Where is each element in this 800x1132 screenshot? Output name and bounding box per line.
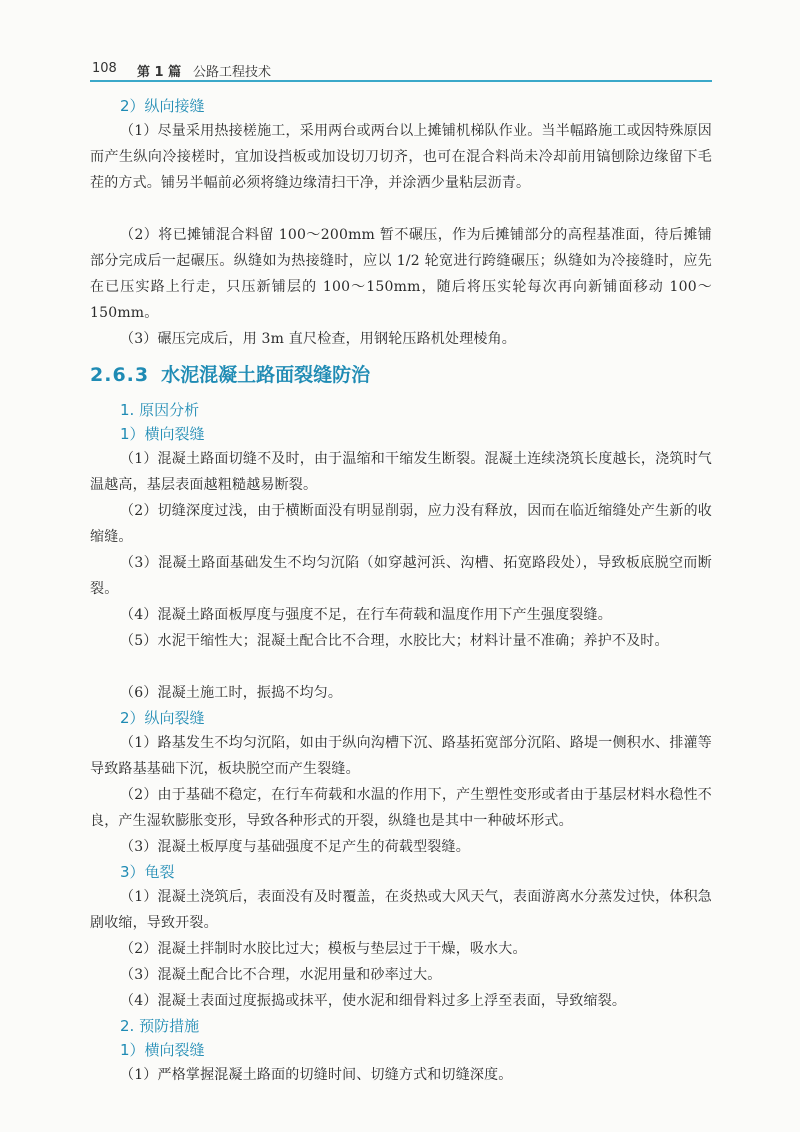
section-heading <box>90 352 712 398</box>
paragraph: （5）水泥干缩性大；混凝土配合比不合理，水胶比大；材料计量不准确；养护不及时。 <box>120 633 669 649</box>
paragraph: （3）混凝土路面基础发生不均匀沉陷（如穿越河浜、沟槽、拓宽路段处），导致板底脱空而断裂。 <box>90 555 712 597</box>
paragraph: （1）混凝土路面切缝不及时，由于温缩和干缩发生断裂。混凝土连续浇筑长度越长，浇筑时气温越高，基层表面越粗糙越易断裂。 <box>90 451 712 493</box>
paragraph: （4）混凝土路面板厚度与强度不足，在行车荷载和温度作用下产生强度裂缝。 <box>120 607 612 623</box>
page-number: 108 <box>92 61 117 76</box>
paragraph: （2）将已摊铺混合料留 100～200mm 暂不碾压，作为后摊铺部分的高程基准面，待后摊铺部分完成后一起碾压。纵缝如为热接缝时，应以 1/2 轮宽进行跨缝碾压；纵缝如为冷接缝时，应先在已压实路上行走，只压新铺层的 100～150mm，随后将压实轮每次再向新铺面移动 100～150mm。 <box>90 227 712 321</box>
paragraph: （6）混凝土施工时，振捣不均匀。 <box>120 685 343 701</box>
subheading: 3）龟裂 <box>120 863 175 881</box>
subheading: 1. 原因分析 <box>120 401 200 419</box>
section-title: 水泥混凝土路面裂缝防治 <box>161 364 371 386</box>
paragraph: （3）混凝土板厚度与基础强度不足产生的荷载型裂缝。 <box>120 839 470 855</box>
paragraph: （3）混凝土配合比不合理，水泥用量和砂率过大。 <box>120 967 442 983</box>
paragraph: （2）混凝土拌制时水胶比过大；模板与垫层过于干燥，吸水大。 <box>120 941 527 957</box>
running-header <box>90 58 710 80</box>
paragraph: （1）路基发生不均匀沉陷，如由于纵向沟槽下沉、路基拓宽部分沉陷、路堤一侧积水、排灌等导致路基基础下沉，板块脱空而产生裂缝。 <box>90 735 712 777</box>
subheading: 2）纵向接缝 <box>120 97 205 115</box>
paragraph: （3）碾压完成后，用 3m 直尺检查，用钢轮压路机处理棱角。 <box>120 331 516 347</box>
paragraph: （2）切缝深度过浅，由于横断面没有明显削弱，应力没有释放，因而在临近缩缝处产生新的收缩缝。 <box>90 503 712 545</box>
subheading: 2. 预防措施 <box>120 1017 200 1035</box>
paragraph: （4）混凝土表面过度振捣或抹平，使水泥和细骨料过多上浮至表面，导致缩裂。 <box>120 993 627 1009</box>
book-title: 公路工程技术 <box>193 65 272 80</box>
paragraph: （1）尽量采用热接槎施工，采用两台或两台以上摊铺机梯队作业。当半幅路施工或因特殊原因而产生纵向冷接槎时，宜加设挡板或加设切刀切齐，也可在混合料尚未冷却前用镐刨除边缘留下毛茬的方式。铺另半幅前必须将缝边缘清扫干净，并涂洒少量粘层沥青。 <box>90 123 712 191</box>
paragraph: （2）由于基础不稳定，在行车荷载和水温的作用下，产生塑性变形或者由于基层材料水稳性不良，产生湿软膨胀变形，导致各种形式的开裂，纵缝也是其中一种破坏形式。 <box>90 787 712 829</box>
paragraph: （1）混凝土浇筑后，表面没有及时覆盖，在炎热或大风天气，表面游离水分蒸发过快，体积急剧收缩，导致开裂。 <box>90 889 712 931</box>
page-body <box>90 94 712 1088</box>
subheading: 1）横向裂缝 <box>120 1041 205 1059</box>
section-number: 2.6.3 <box>90 364 150 386</box>
subheading: 1）横向裂缝 <box>120 425 205 443</box>
header-rule <box>90 80 712 82</box>
part-label: 第 1 篇 <box>137 65 182 80</box>
subheading: 2）纵向裂缝 <box>120 709 205 727</box>
paragraph: （1）严格掌握混凝土路面的切缝时间、切缝方式和切缝深度。 <box>120 1067 513 1083</box>
